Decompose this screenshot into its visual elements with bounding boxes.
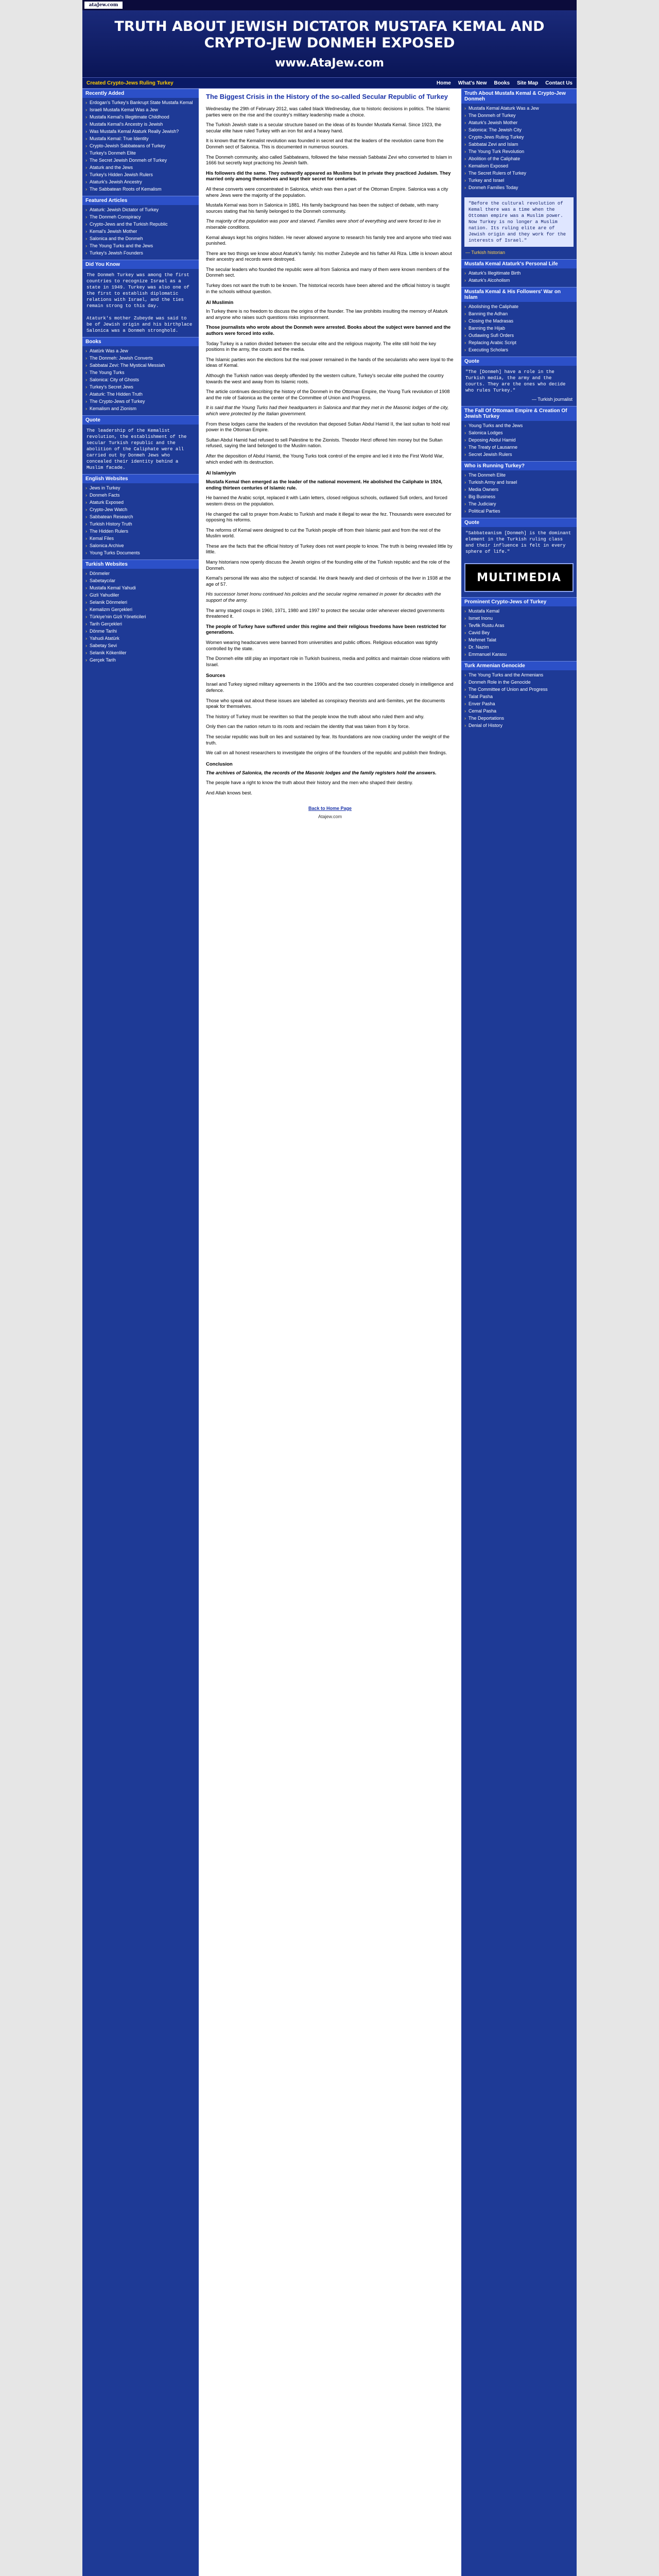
- truth-link[interactable]: › Kemalism Exposed: [461, 162, 577, 170]
- book-link[interactable]: › Kemalism and Zionism: [82, 405, 199, 412]
- article-paragraph: Mustafa Kemal then emerged as the leader of the national movement. He abolished the Caliphate in 1924, ending thirteen centuries of Islamic rule.: [206, 479, 442, 490]
- right-quote-3: "Sabbateanism [Donmeh] is the dominant element in the Turkish ruling class and their influence is felt in every sphere of life.": [465, 531, 571, 554]
- article-paragraph: Women wearing headscarves were banned from universities and public offices. Religious education was tightly controlled by the state.: [206, 640, 438, 651]
- prominent-link[interactable]: › Mehmet Talat: [461, 636, 577, 643]
- article-paragraph: It is said that the Young Turks had their headquarters in Salonica and that they met in the Masonic lodges of the city, which were protected by the Italian government.: [206, 405, 449, 416]
- article-section-heading: Al Islamiyyin: [206, 470, 236, 477]
- turkish-site-link[interactable]: › Dönme Tarihi: [82, 628, 199, 635]
- personal-link[interactable]: › Ataturk's Illegitimate Birth: [461, 269, 577, 277]
- war-on-islam-list: [461, 302, 577, 357]
- banner-url[interactable]: www.AtaJew.com: [275, 56, 384, 70]
- who-link[interactable]: › Political Parties: [461, 507, 577, 515]
- article-section-heading: Sources: [206, 673, 226, 679]
- truth-link[interactable]: › Donmeh Families Today: [461, 184, 577, 191]
- turkish-site-link[interactable]: › Gizli Yahudiler: [82, 591, 199, 599]
- english-site-link[interactable]: › Turkish History Truth: [82, 520, 199, 528]
- war-on-islam-link[interactable]: › Banning the Hijab: [461, 325, 577, 332]
- genocide-link[interactable]: › Enver Pasha: [461, 700, 577, 707]
- fall-link[interactable]: › Young Turks and the Jews: [461, 422, 577, 429]
- truth-link[interactable]: › Salonica: The Jewish City: [461, 126, 577, 133]
- article-paragraph: The secular republic was built on lies and sustained by fear. Its foundations are now cracking under the weight of the truth.: [206, 734, 449, 745]
- genocide-link[interactable]: › Donmeh Role in the Genocide: [461, 679, 577, 686]
- turkish-sites-list: [82, 569, 199, 667]
- sidebar-heading-turkish: Turkish Websites: [82, 560, 199, 569]
- sidebar-heading-recent: Recently Added: [82, 89, 199, 98]
- article-paragraph: It is known that the Kemalist revolution was founded in secret and that the leaders of the revolution came from the Donmeh sect of Salonica. This is documented in numerous sources.: [206, 138, 444, 149]
- nav-links: [429, 80, 573, 86]
- recent-link[interactable]: › Mustafa Kemal's Ancestry is Jewish: [82, 121, 199, 128]
- english-site-link[interactable]: › Kemal Files: [82, 535, 199, 542]
- article-paragraph: The Donmeh elite still play an important role in Turkish business, media and politics and maintain close relations with Israel.: [206, 656, 450, 667]
- article-paragraph: Although the Turkish nation was deeply offended by the western culture, Turkey's secular elite pushed the country towards the west and away from its Islamic roots.: [206, 373, 444, 384]
- war-on-islam-link[interactable]: › Executing Scholars: [461, 346, 577, 353]
- article-paragraph: The article continues describing the history of the Donmeh in the Ottoman Empire, the Young Turk revolution of 1908 and the role of Salonica as the center of the Committee of Union and Progress.: [206, 389, 450, 400]
- recent-link[interactable]: › The Secret Jewish Donmeh of Turkey: [82, 157, 199, 164]
- recent-link[interactable]: › Ataturk and the Jews: [82, 164, 199, 171]
- war-on-islam-link[interactable]: › Outlawing Sufi Orders: [461, 332, 577, 339]
- truth-link[interactable]: › The Secret Rulers of Turkey: [461, 170, 577, 177]
- english-site-link[interactable]: › Young Turks Documents: [82, 549, 199, 556]
- truth-link[interactable]: › Turkey and Israel: [461, 177, 577, 184]
- who-link[interactable]: › Big Business: [461, 493, 577, 500]
- genocide-link[interactable]: › Cemal Pasha: [461, 707, 577, 715]
- truth-link[interactable]: › The Donmeh of Turkey: [461, 112, 577, 119]
- turkish-site-link[interactable]: › Sabetaycılar: [82, 577, 199, 584]
- book-link[interactable]: › Sabbatai Zevi: The Mystical Messiah: [82, 362, 199, 369]
- right-quote-2: "The [Donmeh] have a role in the Turkish media, the army and the courts. They are the ones who decide who rules Turkey.": [465, 369, 566, 393]
- turkish-site-link[interactable]: › Yahudi Atatürk: [82, 635, 199, 642]
- sidebar-heading-english: English Websites: [82, 474, 199, 483]
- article-paragraph: The Donmeh community, also called Sabbateans, followed the false messiah Sabbatai Zevi who converted to Islam in 1666 but secretly kept practicing his Jewish faith.: [206, 154, 452, 166]
- did-you-know-text: The Donmeh Turkey was among the first countries to recognize Israel as a state in 1949. Turkey was also one of the first to establish diplomatic relations with Israel, and the ties remain strong to this day.: [86, 273, 189, 309]
- sidebar-heading-who: Who is Running Turkey?: [461, 461, 577, 470]
- turkish-site-link[interactable]: › Türkiye'nin Gizli Yöneticileri: [82, 613, 199, 620]
- who-list: [461, 470, 577, 518]
- article-paragraph: In Turkey there is no freedom to discuss the origins of the founder. The law prohibits insulting the memory of Ataturk and anyone who raises such questions risks imprisonment.: [206, 309, 448, 320]
- english-site-link[interactable]: › Jews in Turkey: [82, 484, 199, 492]
- turkish-site-link[interactable]: › Selanik Dönmeleri: [82, 599, 199, 606]
- article-paragraph: The army staged coups in 1960, 1971, 1980 and 1997 to protect the secular order whenever elected governments threatened it.: [206, 607, 445, 619]
- genocide-link[interactable]: › The Deportations: [461, 715, 577, 722]
- featured-list: [82, 205, 199, 260]
- truth-link[interactable]: › Abolition of the Caliphate: [461, 155, 577, 162]
- fall-link[interactable]: › The Treaty of Lausanne: [461, 444, 577, 451]
- nav-link-contact[interactable]: Contact Us: [545, 80, 573, 86]
- article-paragraph: The reforms of Kemal were designed to cut the Turkish people off from their Islamic past and from the rest of the Muslim world.: [206, 527, 441, 539]
- recent-link[interactable]: › Israeli Mustafa Kemal Was a Jew: [82, 106, 199, 113]
- article-section-heading: Conclusion: [206, 761, 233, 767]
- article-paragraph: Sultan Abdul Hamid had refused to sell Palestine to the Zionists. Theodor Herzl offered him money but the Sultan refused, saying the land belonged to the Muslim nation.: [206, 437, 443, 449]
- english-site-link[interactable]: › Ataturk Exposed: [82, 499, 199, 506]
- recent-link[interactable]: › Turkey's Donmeh Elite: [82, 149, 199, 157]
- article-paragraph: Many historians now openly discuss the Jewish origins of the founding elite of the Turkish republic and the role of the Donmeh.: [206, 560, 450, 571]
- genocide-link[interactable]: › Denial of History: [461, 722, 577, 729]
- english-site-link[interactable]: › Sabbatean Research: [82, 513, 199, 520]
- prominent-link[interactable]: › Dr. Nazim: [461, 643, 577, 651]
- sidebar-heading-featured: Featured Articles: [82, 196, 199, 205]
- sidebar-heading-quote-2: Quote: [461, 357, 577, 366]
- prominent-link[interactable]: › Tevfik Rustu Aras: [461, 622, 577, 629]
- did-you-know-text-2: Ataturk's mother Zubeyde was said to be of Jewish origin and his birthplace Salonica was a Donmeh stronghold.: [86, 316, 193, 333]
- fall-link[interactable]: › Secret Jewish Rulers: [461, 451, 577, 458]
- nav-link-books[interactable]: Books: [494, 80, 510, 86]
- article-paragraph: The people have a right to know the truth about their history and the men who shaped their destiny.: [206, 780, 413, 786]
- article-paragraph: The Turkish Jewish state is a secular structure based on the ideas of its founder Mustafa Kemal. Since 1923, the secular elite have ruled Turkey with an iron fist and a heavy hand.: [206, 122, 442, 133]
- war-on-islam-link[interactable]: › Banning the Adhan: [461, 310, 577, 317]
- article-section-heading: Al Muslimin: [206, 300, 234, 306]
- article-paragraph: There are two things we know about Ataturk's family: his mother Zubeyde and his father Ali Riza. Little is known about their ancestry and records were destroyed.: [206, 250, 452, 262]
- article-paragraph: Israel and Turkey signed military agreements in the 1990s and the two countries cooperated closely in intelligence and defence.: [206, 682, 454, 693]
- sidebar-heading-quote-3: Quote: [461, 518, 577, 527]
- left-sidebar: [82, 89, 199, 2576]
- article-paragraph: After the deposition of Abdul Hamid, the Young Turks took control of the empire and led it into the First World War, which ended with its destruction.: [206, 453, 444, 465]
- prominent-list: [461, 606, 577, 661]
- columns: [82, 89, 577, 2576]
- truth-link[interactable]: › The Young Turk Revolution: [461, 148, 577, 155]
- who-link[interactable]: › Media Owners: [461, 486, 577, 493]
- article-paragraph: Wednesday the 29th of February 2012, was called black Wednesday, due to historic decisions in politics. The Islamic parties were on the rise and the country's military leadership made a choice.: [206, 106, 450, 117]
- article-paragraph: Those who speak out about these issues are labelled as conspiracy theorists and anti-Semites, yet the documents speak for themselves.: [206, 698, 445, 709]
- truth-link[interactable]: › Ataturk's Jewish Mother: [461, 119, 577, 126]
- recent-link[interactable]: › Erdogan's Turkey's Bankrupt State Mustafa Kemal: [82, 99, 199, 106]
- article-paragraph: And Allah knows best.: [206, 790, 252, 795]
- article-paragraph: Kemal's personal life was also the subject of scandal. He drank heavily and died of cirrhosis of the liver in 1938 at the age of 57.: [206, 575, 451, 587]
- truth-link[interactable]: › Sabbatai Zevi and Islam: [461, 141, 577, 148]
- personal-link[interactable]: › Ataturk's Alcoholism: [461, 277, 577, 284]
- sidebar-heading-truth: Truth About Mustafa Kemal & Crypto-Jew Donmeh: [461, 89, 577, 104]
- fall-link[interactable]: › Salonica Lodges: [461, 429, 577, 436]
- article-paragraph: Only then can the nation return to its roots and reclaim the identity that was taken from it by force.: [206, 724, 410, 730]
- turkish-site-link[interactable]: › Sabetay Sevi: [82, 642, 199, 649]
- banner-title: TRUTH ABOUT JEWISH DICTATOR MUSTAFA KEMAL AND CRYPTO-JEW DONMEH EXPOSED: [114, 18, 545, 51]
- english-sites-list: [82, 483, 199, 560]
- featured-link[interactable]: › Crypto-Jews and the Turkish Republic: [82, 221, 199, 228]
- recent-link[interactable]: › Mustafa Kemal: True Identity: [82, 135, 199, 142]
- fall-link[interactable]: › Deposing Abdul Hamid: [461, 436, 577, 444]
- article-paragraph: The majority of the population was poor and starved. Families were short of everything and were forced to live in miserable conditions.: [206, 218, 441, 230]
- back-to-home-link[interactable]: Back to Home Page: [308, 805, 352, 811]
- war-on-islam-link[interactable]: › Closing the Madrasas: [461, 317, 577, 325]
- article-paragraph: From these lodges came the leaders of the revolution that deposed Sultan Abdul Hamid II, the last sultan to hold real power in the Ottoman Empire.: [206, 421, 450, 433]
- nav-link-site-map[interactable]: Site Map: [517, 80, 539, 86]
- personal-list: [461, 268, 577, 287]
- truth-link[interactable]: › Mustafa Kemal Ataturk Was a Jew: [461, 105, 577, 112]
- featured-link[interactable]: › Turkey's Jewish Founders: [82, 249, 199, 257]
- recent-link[interactable]: › Ataturk's Jewish Ancestry: [82, 178, 199, 185]
- featured-link[interactable]: › Kemal's Jewish Mother: [82, 228, 199, 235]
- article-paragraph: He changed the call to prayer from Arabic to Turkish and made it illegal to wear the fez. Thousands were executed for opposing his reforms.: [206, 511, 452, 523]
- article-paragraph: We call on all honest researchers to investigate the origins of the founders of the republic and publish their findings.: [206, 750, 447, 756]
- right-quote-1-cite: — Turkish historian: [465, 250, 506, 255]
- article-paragraph: His followers did the same. They outwardly appeared as Muslims but in private they practiced Judaism. They married only among themselves and kept their secret for centuries.: [206, 170, 451, 182]
- top-bar: [82, 0, 577, 10]
- genocide-link[interactable]: › The Young Turks and the Armenians: [461, 671, 577, 679]
- site-logo[interactable]: ataJew.com: [84, 2, 123, 9]
- prominent-link[interactable]: › Emmanuel Karasu: [461, 651, 577, 658]
- recent-link[interactable]: › Was Mustafa Kemal Ataturk Really Jewish?: [82, 128, 199, 135]
- truth-link[interactable]: › Crypto-Jews Ruling Turkey: [461, 133, 577, 141]
- book-link[interactable]: › The Young Turks: [82, 369, 199, 376]
- turkish-site-link[interactable]: › Selanik Kökenliler: [82, 649, 199, 656]
- article-paragraph: The secular leaders who founded the republic were all from Salonica and many of them were known members of the Donmeh sect.: [206, 266, 449, 278]
- article-paragraph: The history of Turkey must be rewritten so that the people know the truth about who ruled them and why.: [206, 714, 425, 719]
- article-paragraph: Today Turkey is a nation divided between the secular elite and the religious majority. The elite still hold the key positions in the army, the courts and the media.: [206, 341, 437, 352]
- who-link[interactable]: › Turkish Army and Israel: [461, 479, 577, 486]
- nav-link-home[interactable]: Home: [437, 80, 451, 86]
- right-quote-1: "Before the cultural revolution of Kemal there was a time when the Ottoman empire was a Muslim power. Now Turkey is no longer a Muslim nation. Its ruling elite are of Jewish origin and they work for the interests of Israel.": [464, 197, 574, 247]
- book-link[interactable]: › The Donmeh: Jewish Converts: [82, 354, 199, 362]
- book-link[interactable]: › Atatürk Was a Jew: [82, 347, 199, 354]
- article-paragraph: Mustafa Kemal was born in Salonica in 1881. His family background has been the subject of debate, with many sources stating that his family belonged to the Donmeh community.: [206, 202, 439, 214]
- nav-link-whats-new[interactable]: What's New: [458, 80, 487, 86]
- turkish-site-link[interactable]: › Gerçek Tarih: [82, 656, 199, 664]
- recent-link[interactable]: › The Sabbatean Roots of Kemalism: [82, 185, 199, 193]
- banner: [82, 10, 577, 77]
- featured-link[interactable]: › The Young Turks and the Jews: [82, 242, 199, 249]
- sidebar-heading-genocide: Turk Armenian Genocide: [461, 661, 577, 670]
- sidebar-heading-personal: Mustafa Kemal Ataturk's Personal Life: [461, 259, 577, 268]
- article-paragraph: Kemal always kept his origins hidden. He never allowed anyone to research his family tree and anyone who tried was punished.: [206, 234, 452, 246]
- turkish-site-link[interactable]: › Dönmeler: [82, 570, 199, 577]
- turkish-site-link[interactable]: › Mustafa Kemal Yahudi: [82, 584, 199, 591]
- recent-link[interactable]: › Turkey's Hidden Jewish Rulers: [82, 171, 199, 178]
- recent-list: [82, 98, 199, 196]
- article-paragraph: His successor Ismet Inonu continued his policies and the secular regime remained in power for decades with the support of the army.: [206, 591, 441, 603]
- article-paragraph: The people of Turkey have suffered under this regime and their religious freedoms have been restricted for generations.: [206, 623, 446, 635]
- sidebar-heading-books: Books: [82, 337, 199, 346]
- article-paragraph: Those journalists who wrote about the Donmeh were arrested. Books about the subject were banned and the authors were forced into exile.: [206, 325, 451, 336]
- english-site-link[interactable]: › Donmeh Facts: [82, 492, 199, 499]
- book-link[interactable]: › Ataturk: The Hidden Truth: [82, 391, 199, 398]
- book-link[interactable]: › Turkey's Secret Jews: [82, 383, 199, 391]
- article-end-note: Atajew.com: [318, 814, 342, 819]
- sidebar-heading-quote: Quote: [82, 415, 199, 425]
- main-content: [199, 89, 461, 2576]
- left-quote-text: The leadership of the Kemalist revolution, the establishment of the secular Turkish republic and the abolition of the Caliphate were all carried out by Donmeh Jews who concealed their identity behind a Muslim facade.: [86, 428, 187, 470]
- nav-notice: Created Crypto-Jews Ruling Turkey: [86, 80, 174, 86]
- article-paragraph: Turkey does not want the truth to be known. The historical records have been altered and the official history is taught in the schools without question.: [206, 283, 450, 294]
- right-quote-2-sign: — Turkish journalist: [531, 397, 573, 402]
- war-on-islam-link[interactable]: › Abolishing the Caliphate: [461, 303, 577, 310]
- genocide-link[interactable]: › The Committee of Union and Progress: [461, 686, 577, 693]
- nav-bar: [82, 77, 577, 89]
- featured-link[interactable]: › The Donmeh Conspiracy: [82, 213, 199, 221]
- books-list: [82, 346, 199, 415]
- multimedia-banner[interactable]: MULTIMEDIA: [464, 563, 574, 592]
- right-sidebar: [461, 89, 577, 2576]
- article-paragraph: The Islamic parties won the elections but the real power remained in the hands of the secularists who were loyal to the ideas of Kemal.: [206, 357, 454, 368]
- war-on-islam-link[interactable]: › Replacing Arabic Script: [461, 339, 577, 346]
- recent-link[interactable]: › Crypto-Jewish Sabbateans of Turkey: [82, 142, 199, 149]
- fall-list: [461, 421, 577, 461]
- english-site-link[interactable]: › Salonica Archive: [82, 542, 199, 549]
- featured-link[interactable]: › Ataturk: Jewish Dictator of Turkey: [82, 206, 199, 213]
- sidebar-heading-prominent: Prominent Crypto-Jews of Turkey: [461, 597, 577, 606]
- turkish-site-link[interactable]: › Tarih Gerçekleri: [82, 620, 199, 628]
- sidebar-heading-war-on-islam: Mustafa Kemal & His Followers' War on Islam: [461, 287, 577, 302]
- who-link[interactable]: › The Judiciary: [461, 500, 577, 507]
- genocide-link[interactable]: › Talat Pasha: [461, 693, 577, 700]
- prominent-link[interactable]: › Mustafa Kemal: [461, 607, 577, 615]
- genocide-list: [461, 670, 577, 732]
- article-paragraph: All these converts were concentrated in Salonica, which was then a part of the Ottoman Empire. Salonica was a city where Jews were the majority of the population.: [206, 186, 448, 198]
- sidebar-heading-did-you-know: Did You Know: [82, 260, 199, 269]
- article-paragraph: These are the facts that the official history of Turkey does not want people to know. The truth is being revealed little by little.: [206, 543, 453, 555]
- book-link[interactable]: › The Crypto-Jews of Turkey: [82, 398, 199, 405]
- truth-list: [461, 104, 577, 194]
- prominent-link[interactable]: › Ismet Inonu: [461, 615, 577, 622]
- recent-link[interactable]: › Mustafa Kemal's Illegitimate Childhood: [82, 113, 199, 121]
- english-site-link[interactable]: › The Hidden Rulers: [82, 528, 199, 535]
- site-shell: [82, 0, 577, 2576]
- article-paragraph: He banned the Arabic script, replaced it with Latin letters, closed religious schools, outlawed Sufi orders, and forced western dress on the population.: [206, 495, 447, 506]
- sidebar-heading-fall: The Fall Of Ottoman Empire & Creation Of Jewish Turkey: [461, 406, 577, 421]
- featured-link[interactable]: › Salonica and the Donmeh: [82, 235, 199, 242]
- prominent-link[interactable]: › Cavid Bey: [461, 629, 577, 636]
- book-link[interactable]: › Salonica: City of Ghosts: [82, 376, 199, 383]
- turkish-site-link[interactable]: › Kemalizm Gerçekleri: [82, 606, 199, 613]
- article-body: [206, 106, 454, 796]
- article-paragraph: The archives of Salonica, the records of the Masonic lodges and the family registers hold the answers.: [206, 770, 437, 775]
- who-link[interactable]: › The Donmeh Elite: [461, 471, 577, 479]
- english-site-link[interactable]: › Crypto-Jew Watch: [82, 506, 199, 513]
- article-title: The Biggest Crisis in the History of the so-called Secular Republic of Turkey: [206, 93, 448, 100]
